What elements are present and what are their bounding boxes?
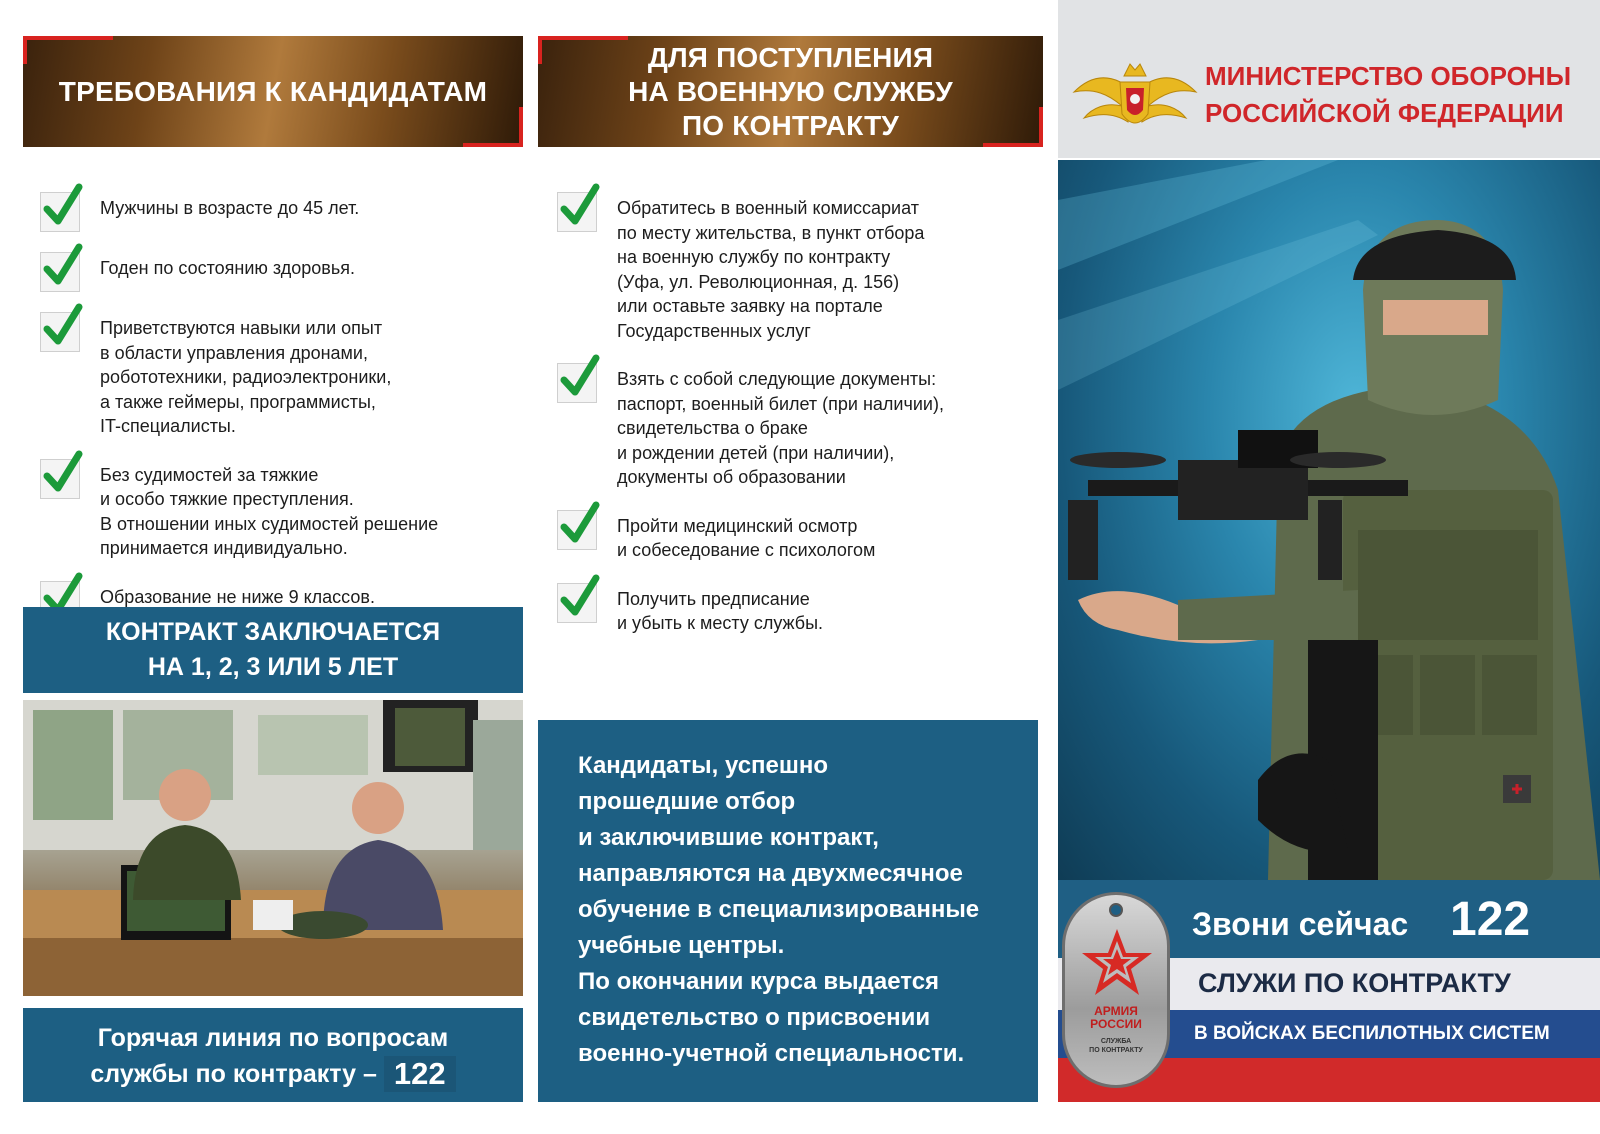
- tag-hole-icon: [1109, 903, 1123, 917]
- training-text-line: Кандидаты, успешно: [578, 752, 829, 779]
- checkmark-icon: [557, 510, 597, 550]
- service-slogan: СЛУЖИ ПО КОНТРАКТУ: [1198, 968, 1511, 998]
- list-item-text: [100, 196, 359, 221]
- tag-service-line2: ПО КОНТРАКТУ: [1089, 1047, 1143, 1054]
- list-item: [40, 256, 530, 292]
- training-text-line: прошедшие отбор: [578, 788, 796, 815]
- text-line: в области управления дронами,: [100, 342, 368, 363]
- text-line: Получить предписание: [617, 588, 810, 609]
- text-line: робототехники, радиоэлектроники,: [100, 367, 392, 387]
- text-line: и особо тяжкие преступления.: [100, 489, 354, 509]
- list-item: [557, 587, 1037, 636]
- training-text-line: обучение в специализированные: [578, 896, 980, 923]
- contract-term-line1: КОНТРАКТ ЗАКЛЮЧАЕТСЯ: [105, 618, 441, 646]
- admission-heading-line3: ПО КОНТРАКТУ: [681, 109, 900, 141]
- text-line: или оставьте заявку на портале: [617, 296, 883, 316]
- tag-army-line1: АРМИЯ: [1094, 1004, 1138, 1018]
- text-line: документы об образовании: [617, 467, 846, 487]
- text-line: Взять с собой следующие документы:: [617, 369, 937, 389]
- steps-list: [557, 196, 1037, 636]
- text-line: по месту жительства, в пункт отбора: [617, 222, 925, 243]
- text-line: и собеседование с психологом: [617, 540, 876, 560]
- training-text-line: По окончании курса выдается: [578, 968, 940, 995]
- list-item: [40, 196, 530, 232]
- list-item: [557, 367, 1037, 490]
- troops-label: В ВОЙСКАХ БЕСПИЛОТНЫХ СИСТЕМ: [1194, 1023, 1550, 1044]
- checkmark-icon: [557, 363, 597, 403]
- recruitment-office-photo: [23, 700, 523, 996]
- list-item-text: [617, 367, 944, 490]
- list-item-text: [100, 463, 438, 561]
- text-line: Образование не ниже 9 классов.: [100, 586, 375, 607]
- checkmark-icon: [40, 459, 80, 499]
- contract-term-line2: НА 1, 2, 3 ИЛИ 5 ЛЕТ: [147, 653, 399, 681]
- list-item: [40, 316, 530, 439]
- text-line: Пройти медицинский осмотр: [617, 515, 858, 536]
- hotline-number: 122: [384, 1056, 456, 1092]
- admission-heading-line1: ДЛЯ ПОСТУПЛЕНИЯ: [647, 41, 934, 73]
- admission-heading-line2: НА ВОЕННУЮ СЛУЖБУ: [628, 75, 953, 107]
- list-item-text: [100, 256, 355, 281]
- checkmark-icon: [557, 583, 597, 623]
- text-line: и рождении детей (при наличии),: [617, 442, 895, 463]
- requirements-heading: ТРЕБОВАНИЯ К КАНДИДАТАМ: [58, 75, 488, 107]
- text-line: принимается индивидуально.: [100, 538, 348, 558]
- call-label: Звони сейчас: [1192, 906, 1409, 942]
- double-headed-eagle-emblem-icon: [1072, 52, 1198, 136]
- text-line: паспорт, военный билет (при наличии),: [617, 393, 944, 414]
- text-line: IT-специалисты.: [100, 416, 236, 436]
- checkmark-icon: [557, 192, 597, 232]
- text-line: Годен по состоянию здоровья.: [100, 258, 355, 278]
- tag-army-line2: РОССИИ: [1090, 1017, 1142, 1031]
- list-item: [557, 514, 1037, 563]
- text-line: В отношении иных судимостей решение: [100, 513, 439, 534]
- training-text: [578, 748, 1038, 1072]
- training-text-line: направляются на двухмесячное: [578, 860, 963, 887]
- ministry-title: [1205, 58, 1585, 132]
- list-item: [557, 196, 1037, 343]
- army-dog-tag: [1062, 892, 1170, 1088]
- checkmark-icon: [40, 192, 80, 232]
- checkmark-icon: [40, 252, 80, 292]
- hotline-line2: службы по контракту –: [90, 1060, 377, 1088]
- text-line: Без судимостей за тяжкие: [100, 464, 319, 485]
- soldier-with-drone-photo: [1058, 160, 1600, 880]
- list-item-text: [617, 587, 823, 636]
- tag-service-line1: СЛУЖБА: [1100, 1038, 1132, 1045]
- ministry-title-line2: РОССИЙСКОЙ ФЕДЕРАЦИИ: [1205, 98, 1564, 128]
- text-line: Обратитесь в военный комиссариат: [617, 198, 919, 218]
- contract-term-box: [23, 607, 523, 693]
- text-line: а также геймеры, программисты,: [100, 391, 376, 412]
- call-number: 122: [1450, 893, 1531, 946]
- training-text-line: свидетельство о присвоении: [578, 1004, 931, 1031]
- admission-banner: [538, 36, 1043, 147]
- hotline-box: [23, 1008, 523, 1102]
- text-line: свидетельства о браке: [617, 418, 808, 438]
- ministry-title-line1: МИНИСТЕРСТВО ОБОРОНЫ: [1205, 61, 1572, 91]
- list-item-text: [617, 514, 875, 563]
- hotline-line1: Горячая линия по вопросам: [97, 1024, 449, 1052]
- list-item: [40, 463, 530, 561]
- training-text-line: учебные центры.: [578, 932, 785, 959]
- checkmark-icon: [40, 312, 80, 352]
- text-line: Приветствуются навыки или опыт: [100, 318, 383, 338]
- list-item-text: [617, 196, 924, 343]
- red-star-icon: [1081, 927, 1153, 999]
- text-line: Государственных услуг: [617, 320, 811, 341]
- list-item-text: [100, 316, 391, 439]
- text-line: на военную службу по контракту: [617, 247, 891, 267]
- text-line: (Уфа, ул. Революционная, д. 156): [617, 271, 900, 292]
- training-text-line: и заключившие контракт,: [578, 824, 879, 851]
- training-info-box: [538, 720, 1038, 1102]
- text-line: Мужчины в возрасте до 45 лет.: [100, 198, 360, 218]
- training-text-line: военно-учетной специальности.: [578, 1040, 965, 1067]
- requirements-banner: [23, 36, 523, 147]
- requirements-list: [40, 196, 530, 621]
- text-line: и убыть к месту службы.: [617, 613, 824, 633]
- list-item-text: [100, 585, 375, 610]
